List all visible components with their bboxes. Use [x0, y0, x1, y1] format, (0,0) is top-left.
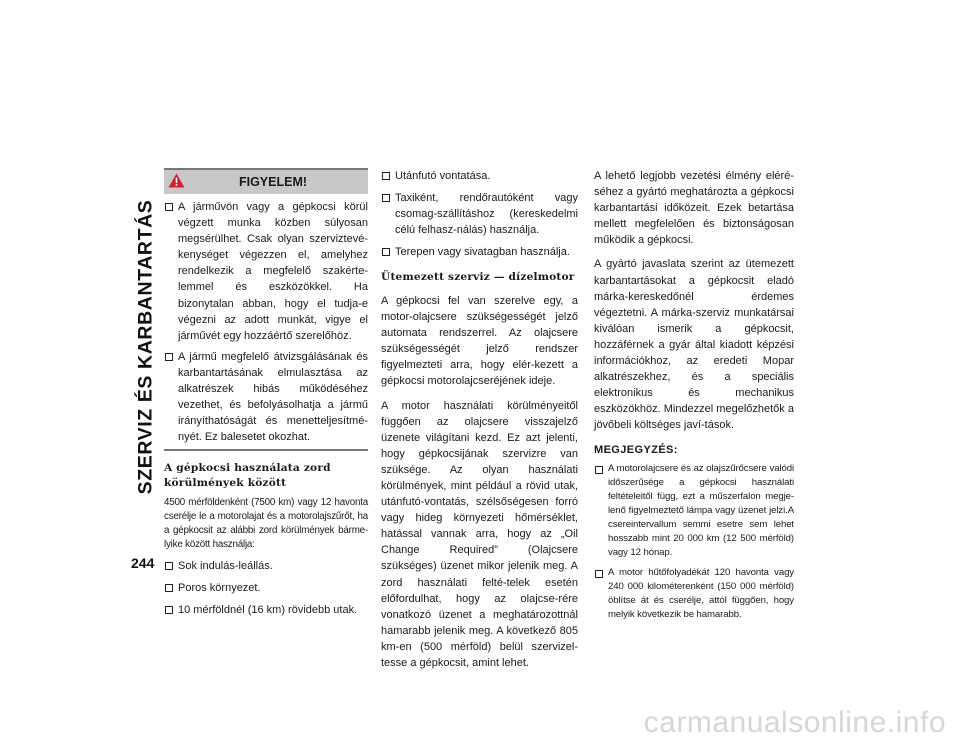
note-item: A motor hűtőfolyadékát 120 havonta vagy 240 000 kilométerenként (150 000 mérföld) öblítse át és cserélje, attól függően, hogy melyik következik be hamarabb.	[594, 566, 794, 622]
condition-item: Poros környezet.	[164, 580, 368, 596]
section-side-title	[131, 152, 161, 542]
condition-item: Sok indulás-leállás.	[164, 558, 368, 574]
condition-item: 10 mérföldnél (16 km) rövidebb utak.	[164, 602, 368, 618]
warning-header	[164, 170, 368, 194]
body-paragraph: A motor használati körülményeitől függően az olajcsere visszajelző üzenete világítani kezd. Ez azt jelenti, hogy gépkocsijának szervizre van szüksége. Az olyan használati körülmények, mint például a rövid utak, utánfutó-vontatás, szélsőségesen forró vagy hideg környezeti hőmérséklet, hatással vannak arra, hogy az „Oil Change Required” (Olajcsere szükséges) üzenet mikor jelenik meg. A zord használati felté-telek esetén előfordulhat, hogy az olajcse-rére vonatkozó üzenet a meghatározottnál hamarabb jelenik meg. A következő 805 km-en (500 mérföld) belül szervizel-tesse a gépkocsit, amint lehet.	[381, 399, 578, 670]
warning-triangle-icon	[168, 173, 185, 188]
condition-item: Utánfutó vontatása.	[381, 168, 578, 184]
warning-list	[164, 199, 368, 445]
condition-item: Terepen vagy sivatagban használja.	[381, 244, 578, 260]
warning-item: A járművön vagy a gépkocsi körül végzett munka közben súlyosan megsérülhet. Csak olyan szerviztevé-kenységet végezzen el, amelyhez rendelkezik a megfelelő szakérte-lemmel és eszközökkel. Ha bizonytalan abban, hogy el tudja-e végezni az adott munkát, vigye el járművét egy hozzáértő szerelőhöz.	[164, 199, 368, 344]
condition-list-continued	[381, 168, 578, 260]
watermark: carmanualsonline.info	[643, 706, 946, 739]
column-2	[381, 168, 578, 671]
side-title-text: SZERVIZ ÉS KARBANTARTÁS	[134, 199, 157, 495]
intro-block	[164, 496, 368, 551]
note-item: A motorolajcsere és az olajszűrőcsere valódi időszerűsége a gépkocsi használati feltételeitől függ, ezt a műszerfalon megje-lenő figyelmeztető lámpa vagy üzenet jelzi.A csereintervallum semmi esetre sem lehet hosszabb mint 20 000 km (12 500 mérföld) vagy 12 hónap.	[594, 462, 794, 560]
condition-list	[164, 558, 368, 618]
body-paragraph: A gyártó javaslata szerint az ütemezett karbantartásokat a gépkocsit eladó márka-kereskedőnél érdemes végeztetni. A márka-szerviz munkatársai kiválóan ismerik a gépkocsit, hozzáférnek a gyár által kiadott képzési információkhoz, az eredeti Mopar alkatrészekhez, és a speciális elektronikus és mechanikus eszközökhöz. Mindezzel megelőzhetők a jövőbeli költséges javí-tások.	[594, 258, 794, 432]
condition-item: Taxiként, rendőrautóként vagy csomag-szállításhoz (kereskedelmi célú felhasz-nálás) használja.	[381, 190, 578, 238]
page-number: 244	[131, 555, 155, 571]
body-paragraph: A gépkocsi fel van szerelve egy, a motor-olajcsere szükségességét jelző automata rendszerrel. Az olajcsere szükségességét jelző rendszer figyelmezteti arra, hogy elér-kezett a gépkocsi motorolajcseréjének ideje.	[381, 294, 578, 388]
column-3	[594, 168, 794, 622]
warning-box	[164, 168, 368, 451]
section-heading: A gépkocsi használata zord körülmények között	[164, 462, 331, 489]
note-title: MEGJEGYZÉS:	[594, 443, 678, 456]
warning-item: A jármű megfelelő átvizsgálásának és karbantartásának elmulasztása az alkatrészek hibás működéséhez vezethet, és befolyásolhatja a jármű irányíthatóságát és menetteljesítmé-nyét. Ez balesetet okozhat.	[164, 349, 368, 446]
section-heading: Ütemezett szerviz — dízelmotor	[381, 271, 575, 284]
column-1	[164, 168, 368, 618]
body-paragraph: A lehető legjobb vezetési élmény eléré-séhez a gyártó meghatározta a gépkocsi karbantartási időközeit. Ezek betartása mellett megfelelően és biztonságosan működik a gépkocsi.	[594, 170, 794, 247]
note-list	[594, 462, 794, 622]
warning-title: FIGYELEM!	[238, 175, 308, 189]
intro-paragraph: 4500 mérföldenként (7500 km) vagy 12 havonta cserélje le a motorolajat és a motorolajszűrőt, ha a gépkocsit az alábbi zord körülmények bárme-lyike között használja:	[164, 497, 368, 550]
